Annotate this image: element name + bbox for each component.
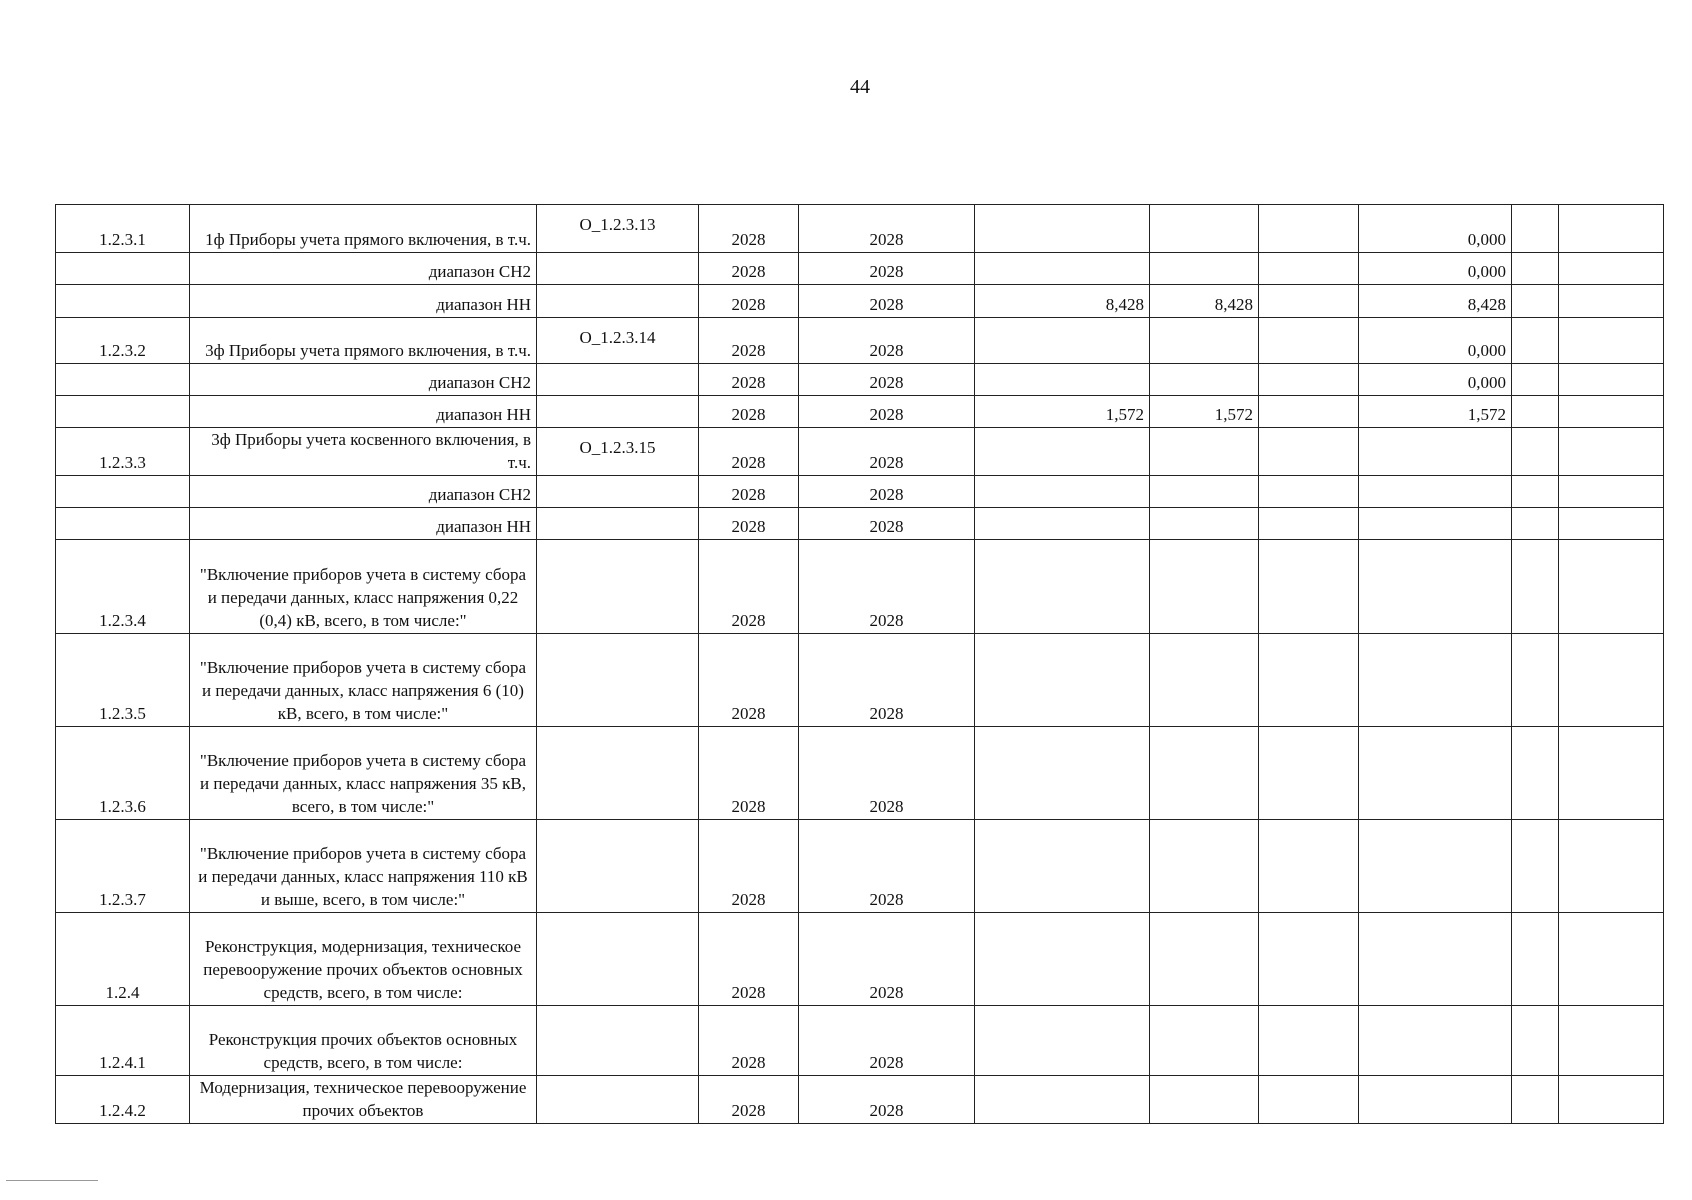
row-name: диапазон СН2 (190, 364, 537, 396)
empty-col-11 (1559, 205, 1664, 253)
year-end: 2028 (799, 727, 975, 820)
value-col-8 (1259, 820, 1359, 913)
empty-col-10 (1512, 820, 1559, 913)
row-name: диапазон НН (190, 285, 537, 318)
row-name: диапазон СН2 (190, 253, 537, 285)
year-end: 2028 (799, 508, 975, 540)
value-col-6 (975, 364, 1150, 396)
year-start: 2028 (699, 285, 799, 318)
row-number: 1.2.3.7 (56, 820, 190, 913)
value-col-6 (975, 1076, 1150, 1124)
empty-col-10 (1512, 1006, 1559, 1076)
page-number: 44 (850, 76, 870, 98)
empty-col-11 (1559, 1006, 1664, 1076)
value-col-9: 1,572 (1359, 396, 1512, 428)
row-number: 1.2.3.6 (56, 727, 190, 820)
value-col-9: 0,000 (1359, 364, 1512, 396)
empty-col-11 (1559, 476, 1664, 508)
value-col-6: 1,572 (975, 396, 1150, 428)
value-col-7 (1150, 205, 1259, 253)
row-number (56, 508, 190, 540)
row-code (537, 913, 699, 1006)
year-end: 2028 (799, 634, 975, 727)
value-col-9: 0,000 (1359, 253, 1512, 285)
year-end: 2028 (799, 476, 975, 508)
value-col-9: 8,428 (1359, 285, 1512, 318)
table-row (56, 364, 1664, 396)
row-number (56, 396, 190, 428)
year-end: 2028 (799, 396, 975, 428)
table-row (56, 428, 1664, 476)
table-row (56, 508, 1664, 540)
table-row (56, 1006, 1664, 1076)
empty-col-11 (1559, 285, 1664, 318)
year-start: 2028 (699, 634, 799, 727)
value-col-9: 0,000 (1359, 205, 1512, 253)
empty-col-10 (1512, 253, 1559, 285)
value-col-9 (1359, 913, 1512, 1006)
value-col-8 (1259, 1006, 1359, 1076)
value-col-8 (1259, 205, 1359, 253)
value-col-8 (1259, 727, 1359, 820)
row-code (537, 1006, 699, 1076)
year-end: 2028 (799, 913, 975, 1006)
row-number: 1.2.3.1 (56, 205, 190, 253)
row-code (537, 253, 699, 285)
year-start: 2028 (699, 727, 799, 820)
scan-mark (6, 1180, 98, 1181)
value-col-8 (1259, 428, 1359, 476)
table-row (56, 396, 1664, 428)
value-col-7: 1,572 (1150, 396, 1259, 428)
empty-col-11 (1559, 253, 1664, 285)
value-col-8 (1259, 476, 1359, 508)
row-code (537, 364, 699, 396)
empty-col-11 (1559, 727, 1664, 820)
row-number (56, 285, 190, 318)
empty-col-11 (1559, 508, 1664, 540)
year-start: 2028 (699, 428, 799, 476)
year-end: 2028 (799, 364, 975, 396)
row-number: 1.2.4.1 (56, 1006, 190, 1076)
row-name: Модернизация, техническое перевооружение прочих объектов (190, 1076, 537, 1124)
table-row (56, 318, 1664, 364)
empty-col-10 (1512, 428, 1559, 476)
empty-col-11 (1559, 634, 1664, 727)
year-start: 2028 (699, 1076, 799, 1124)
empty-col-10 (1512, 476, 1559, 508)
value-col-9 (1359, 634, 1512, 727)
row-code (537, 508, 699, 540)
value-col-7 (1150, 820, 1259, 913)
year-end: 2028 (799, 1076, 975, 1124)
row-name: "Включение приборов учета в систему сбора и передачи данных, класс напряжения 110 кВ и выше, всего, в том числе:" (190, 820, 537, 913)
table-row (56, 820, 1664, 913)
empty-col-11 (1559, 428, 1664, 476)
row-code (537, 285, 699, 318)
value-col-8 (1259, 508, 1359, 540)
row-number: 1.2.4.2 (56, 1076, 190, 1124)
value-col-9: 0,000 (1359, 318, 1512, 364)
value-col-8 (1259, 253, 1359, 285)
value-col-6 (975, 727, 1150, 820)
table-row (56, 634, 1664, 727)
empty-col-10 (1512, 727, 1559, 820)
value-col-6 (975, 820, 1150, 913)
value-col-6 (975, 476, 1150, 508)
empty-col-11 (1559, 396, 1664, 428)
row-number: 1.2.3.5 (56, 634, 190, 727)
row-code (537, 634, 699, 727)
value-col-9 (1359, 1006, 1512, 1076)
value-col-7 (1150, 634, 1259, 727)
year-start: 2028 (699, 913, 799, 1006)
empty-col-10 (1512, 634, 1559, 727)
value-col-8 (1259, 396, 1359, 428)
row-code (537, 476, 699, 508)
row-code (537, 1076, 699, 1124)
value-col-8 (1259, 285, 1359, 318)
year-start: 2028 (699, 318, 799, 364)
value-col-7 (1150, 476, 1259, 508)
row-number (56, 476, 190, 508)
row-code: О_1.2.3.13 (537, 205, 699, 253)
value-col-6 (975, 318, 1150, 364)
year-end: 2028 (799, 428, 975, 476)
value-col-8 (1259, 1076, 1359, 1124)
row-name: "Включение приборов учета в систему сбора и передачи данных, класс напряжения 35 кВ, всего, в том числе:" (190, 727, 537, 820)
row-name: "Включение приборов учета в систему сбора и передачи данных, класс напряжения 6 (10) кВ, всего, в том числе:" (190, 634, 537, 727)
investment-table (55, 204, 1664, 1124)
row-name: 1ф Приборы учета прямого включения, в т.ч. (190, 205, 537, 253)
row-name: диапазон НН (190, 508, 537, 540)
table-row (56, 727, 1664, 820)
empty-col-11 (1559, 318, 1664, 364)
table-row (56, 476, 1664, 508)
year-start: 2028 (699, 508, 799, 540)
row-name: 3ф Приборы учета косвенного включения, в т.ч. (190, 428, 537, 476)
value-col-8 (1259, 913, 1359, 1006)
value-col-9 (1359, 428, 1512, 476)
value-col-7 (1150, 540, 1259, 634)
value-col-7 (1150, 508, 1259, 540)
empty-col-10 (1512, 913, 1559, 1006)
value-col-9 (1359, 540, 1512, 634)
empty-col-10 (1512, 364, 1559, 396)
row-number (56, 253, 190, 285)
value-col-9 (1359, 508, 1512, 540)
row-name: диапазон НН (190, 396, 537, 428)
row-number: 1.2.3.2 (56, 318, 190, 364)
table-body (56, 205, 1664, 1124)
empty-col-10 (1512, 318, 1559, 364)
value-col-6 (975, 634, 1150, 727)
value-col-7 (1150, 428, 1259, 476)
value-col-7 (1150, 364, 1259, 396)
value-col-9 (1359, 727, 1512, 820)
row-code (537, 396, 699, 428)
row-name: Реконструкция прочих объектов основных средств, всего, в том числе: (190, 1006, 537, 1076)
year-start: 2028 (699, 1006, 799, 1076)
year-start: 2028 (699, 205, 799, 253)
row-number: 1.2.3.4 (56, 540, 190, 634)
table-row (56, 285, 1664, 318)
row-code (537, 727, 699, 820)
year-end: 2028 (799, 285, 975, 318)
value-col-6: 8,428 (975, 285, 1150, 318)
value-col-6 (975, 428, 1150, 476)
year-end: 2028 (799, 253, 975, 285)
empty-col-10 (1512, 540, 1559, 634)
value-col-6 (975, 540, 1150, 634)
empty-col-11 (1559, 820, 1664, 913)
table-row (56, 205, 1664, 253)
row-code (537, 540, 699, 634)
value-col-7: 8,428 (1150, 285, 1259, 318)
value-col-8 (1259, 364, 1359, 396)
row-name: "Включение приборов учета в систему сбора и передачи данных, класс напряжения 0,22 (0,4) кВ, всего, в том числе:" (190, 540, 537, 634)
empty-col-10 (1512, 1076, 1559, 1124)
year-start: 2028 (699, 540, 799, 634)
value-col-8 (1259, 540, 1359, 634)
row-name: 3ф Приборы учета прямого включения, в т.ч. (190, 318, 537, 364)
row-code (537, 820, 699, 913)
row-name: Реконструкция, модернизация, техническое перевооружение прочих объектов основных средств, всего, в том числе: (190, 913, 537, 1006)
value-col-7 (1150, 727, 1259, 820)
empty-col-11 (1559, 913, 1664, 1006)
value-col-7 (1150, 1076, 1259, 1124)
value-col-9 (1359, 476, 1512, 508)
year-start: 2028 (699, 396, 799, 428)
year-end: 2028 (799, 1006, 975, 1076)
empty-col-11 (1559, 540, 1664, 634)
value-col-7 (1150, 1006, 1259, 1076)
value-col-7 (1150, 913, 1259, 1006)
year-start: 2028 (699, 820, 799, 913)
year-end: 2028 (799, 820, 975, 913)
value-col-6 (975, 508, 1150, 540)
table-row (56, 913, 1664, 1006)
empty-col-11 (1559, 364, 1664, 396)
empty-col-10 (1512, 285, 1559, 318)
row-number: 1.2.4 (56, 913, 190, 1006)
value-col-7 (1150, 253, 1259, 285)
value-col-7 (1150, 318, 1259, 364)
value-col-6 (975, 253, 1150, 285)
empty-col-10 (1512, 396, 1559, 428)
value-col-6 (975, 913, 1150, 1006)
value-col-8 (1259, 634, 1359, 727)
table-row (56, 1076, 1664, 1124)
empty-col-10 (1512, 205, 1559, 253)
empty-col-10 (1512, 508, 1559, 540)
value-col-9 (1359, 820, 1512, 913)
table-row (56, 253, 1664, 285)
row-number: 1.2.3.3 (56, 428, 190, 476)
year-start: 2028 (699, 476, 799, 508)
row-code: О_1.2.3.15 (537, 428, 699, 476)
value-col-6 (975, 1006, 1150, 1076)
row-code: О_1.2.3.14 (537, 318, 699, 364)
value-col-9 (1359, 1076, 1512, 1124)
year-start: 2028 (699, 253, 799, 285)
year-start: 2028 (699, 364, 799, 396)
value-col-6 (975, 205, 1150, 253)
row-number (56, 364, 190, 396)
value-col-8 (1259, 318, 1359, 364)
table-row (56, 540, 1664, 634)
row-name: диапазон СН2 (190, 476, 537, 508)
year-end: 2028 (799, 318, 975, 364)
empty-col-11 (1559, 1076, 1664, 1124)
year-end: 2028 (799, 205, 975, 253)
year-end: 2028 (799, 540, 975, 634)
